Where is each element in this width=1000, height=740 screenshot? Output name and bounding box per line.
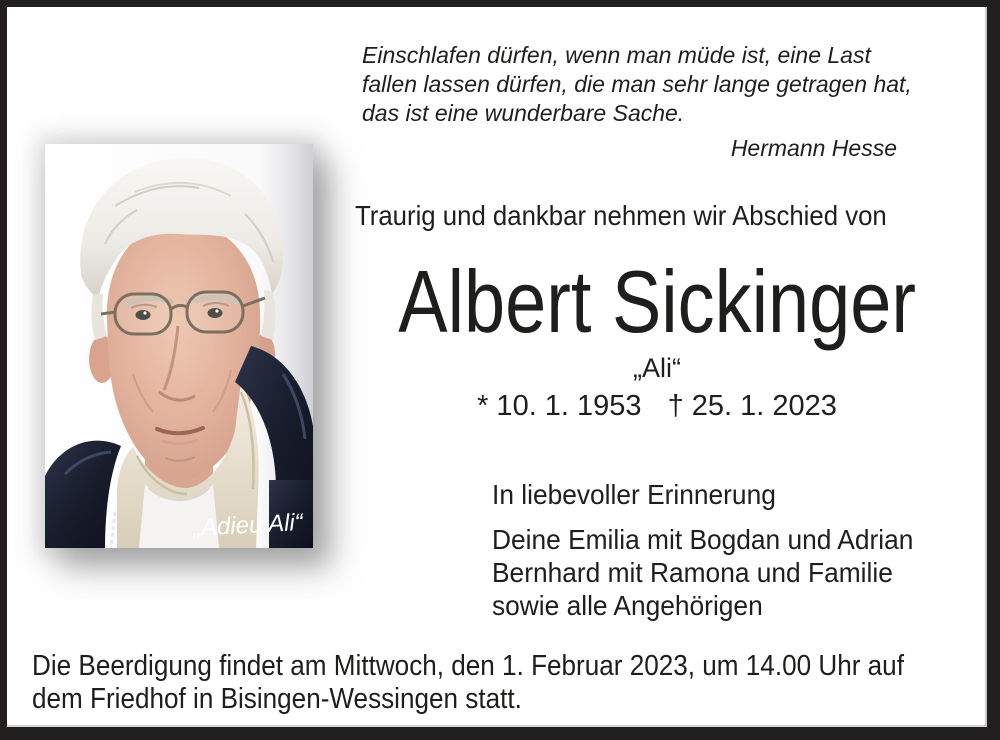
notice-paper: [7, 7, 987, 727]
photo-caption: „Adieu Ali“: [192, 508, 304, 542]
life-dates: [337, 389, 977, 423]
funeral-info-line-2: dem Friedhof in Bisingen-Wessingen statt.: [32, 683, 522, 715]
deceased-nickname: „Ali“: [633, 353, 681, 383]
birth-date: * 10. 1. 1953: [477, 390, 642, 422]
farewell-intro-text: Traurig und dankbar nehmen wir Abschied von: [355, 200, 887, 231]
memorial-gap: [492, 511, 940, 523]
memorial-heading: In liebevoller Erinnerung: [492, 479, 776, 510]
mourners-line-2: Bernhard mit Ramona und Familie: [492, 557, 893, 588]
farewell-intro: [355, 199, 933, 233]
memorial-block: [492, 478, 940, 622]
quote-block: [362, 41, 942, 128]
portrait-photo: [45, 144, 313, 548]
quote-line-2: fallen lassen dürfen, die man sehr lange getragen hat,: [362, 71, 912, 97]
deceased-name: [337, 254, 977, 350]
funeral-info: [32, 650, 1000, 716]
quote-line-1: Einschlafen dürfen, wenn man müde ist, eine Last: [362, 42, 871, 68]
mourners-line-1: Deine Emilia mit Bogdan und Adrian: [492, 524, 914, 555]
deceased-name-text: Albert Sickinger: [398, 252, 916, 351]
quote-line-3: das ist eine wunderbare Sache.: [362, 100, 685, 126]
funeral-info-line-1: Die Beerdigung findet am Mittwoch, den 1. Februar 2023, um 14.00 Uhr auf: [32, 650, 904, 682]
quote-attribution: Hermann Hesse: [730, 135, 897, 161]
portrait-illustration: [45, 144, 313, 548]
death-date: † 25. 1. 2023: [667, 390, 837, 422]
mourners-line-3: sowie alle Angehörigen: [492, 590, 763, 621]
